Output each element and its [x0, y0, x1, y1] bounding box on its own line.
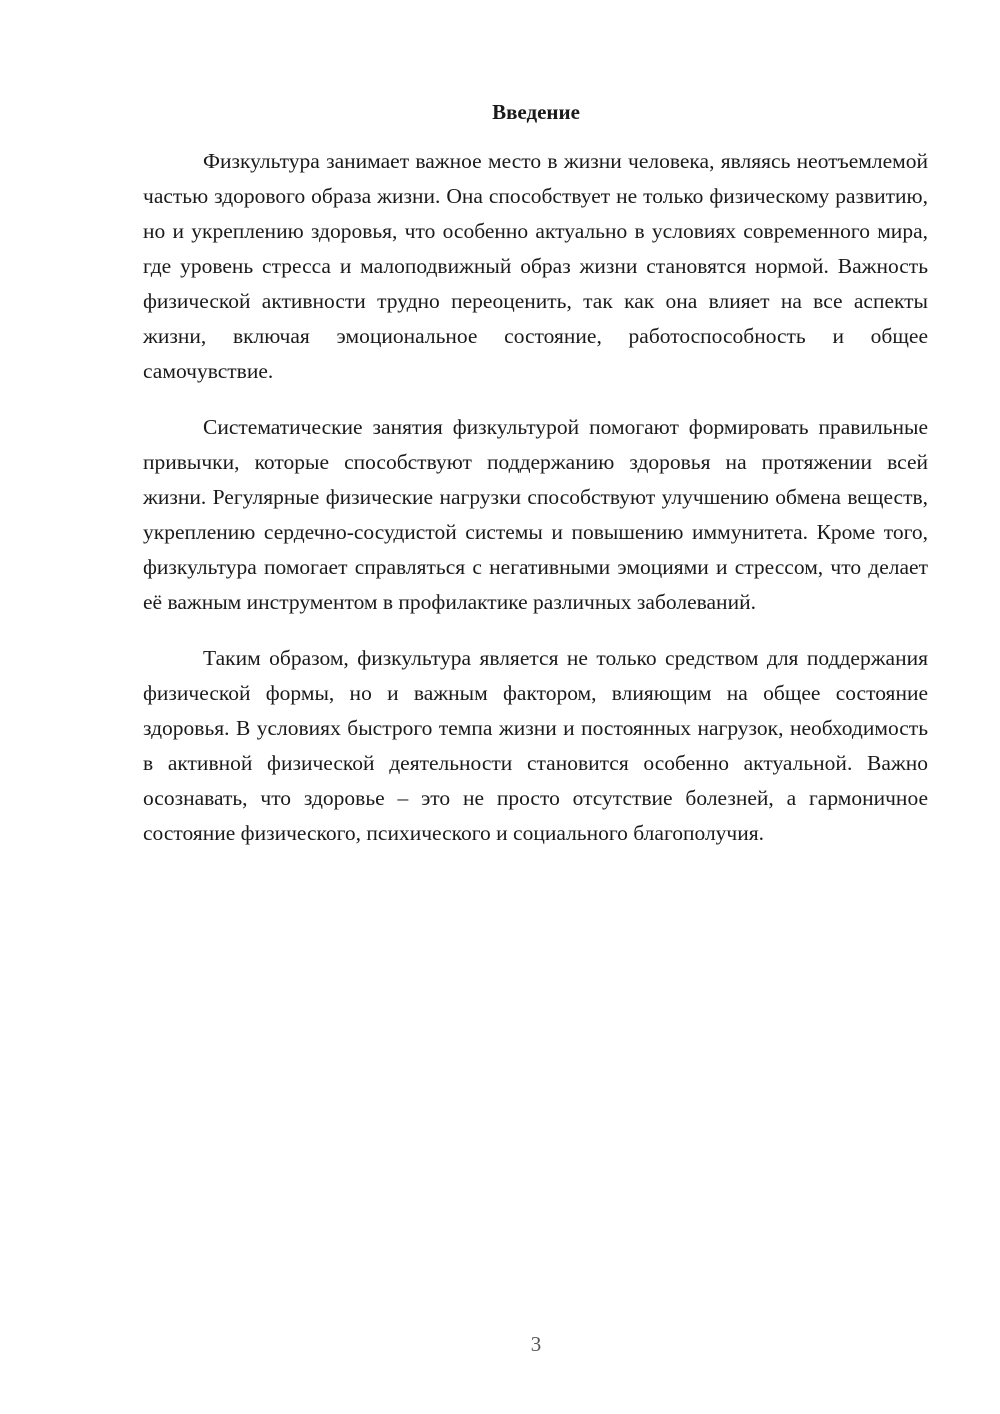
section-heading: Введение: [492, 100, 580, 124]
paragraph-3: Таким образом, физкультура является не только средством для поддержания физической формы, но и важным фактором, влияющим на общее состояние здоровья. В условиях быстрого темпа жизни и постоянных нагрузок, необходимость в активной физической деятельности становится особенно актуальной. Важно осознавать, что здоровье – это не просто отсутствие болезней, а гармоничное состояние физического, психического и социального благополучия.: [143, 646, 928, 845]
paragraph-1: Физкультура занимает важное место в жизни человека, являясь неотъемлемой частью здорового образа жизни. Она способствует не только физическому развитию, но и укреплению здоровья, что особенно актуально в условиях современного мира, где уровень стресса и малоподвижный образ жизни становятся нормой. Важность физической активности трудно переоценить, так как она влияет на все аспекты жизни, включая эмоциональное состояние, работоспособность и общее самочувствие.: [143, 149, 928, 383]
page-number: 3: [530, 1332, 542, 1356]
paragraph-2: Систематические занятия физкультурой помогают формировать правильные привычки, которые способствуют поддержанию здоровья на протяжении всей жизни. Регулярные физические нагрузки способствуют улучшению обмена веществ, укреплению сердечно-сосудистой системы и повышению иммунитета. Кроме того, физкультура помогает справляться с негативными эмоциями и стрессом, что делает её важным инструментом в профилактике различных заболеваний.: [143, 415, 928, 614]
body-text: [143, 144, 928, 851]
